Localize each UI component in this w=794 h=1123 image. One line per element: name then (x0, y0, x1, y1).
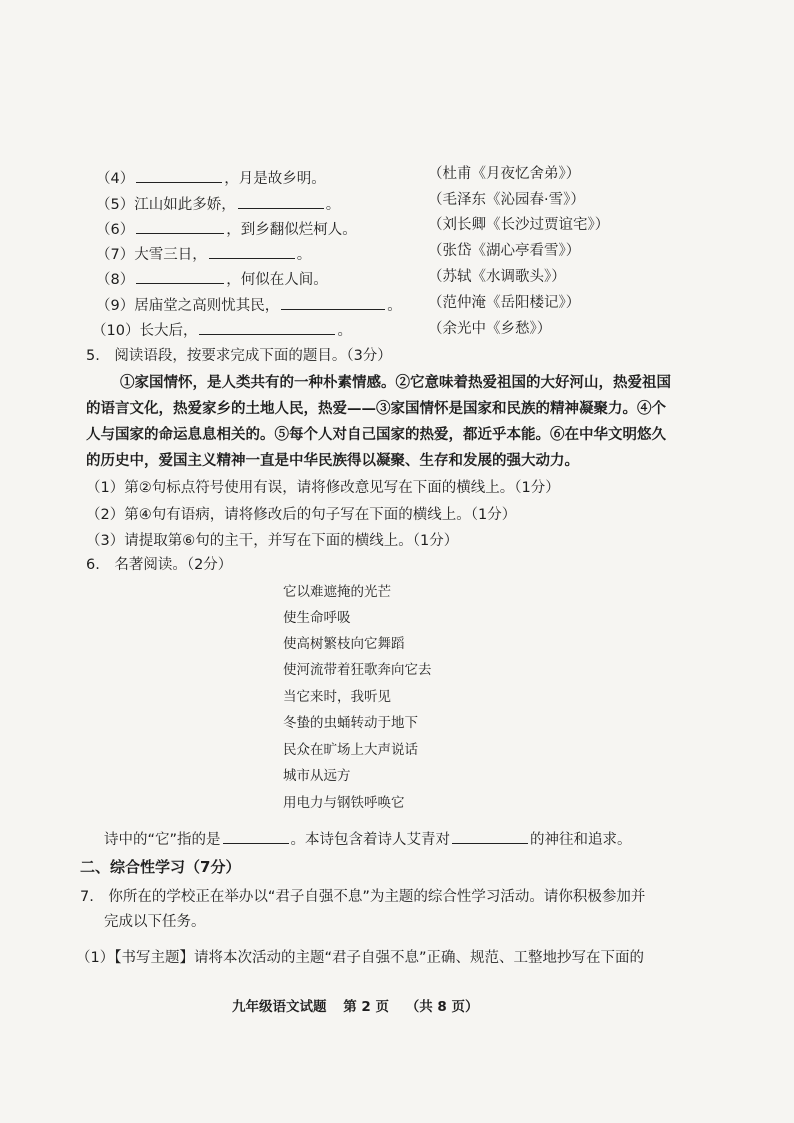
q7-line-2: 完成以下任务。 (104, 914, 206, 930)
q5-sub1: （1）第②句标点符号使用有误，请将修改意见写在下面的横线上。（1分） (86, 480, 560, 496)
source-9: （范仲淹《岳阳楼记》） (428, 295, 581, 311)
fill-line-9: （9）居庙堂之高则忧其民， 。 (96, 295, 402, 316)
poem-line-4: 使河流带着狂歌奔向它去 (283, 662, 432, 678)
source-5: （毛泽东《沁园春·雪》） (428, 192, 585, 208)
footer-page: 第 2 页 (343, 999, 389, 1015)
source-8: （苏轼《水调歌头》） (428, 269, 566, 285)
source-10: （余光中《乡愁》） (428, 321, 552, 337)
poem-line-6: 冬蛰的虫蛹转动于地下 (283, 715, 418, 731)
answer-blank[interactable] (281, 295, 385, 310)
source-4: （杜甫《月夜忆舍弟》） (428, 166, 581, 182)
fill-line-6: （6） ，到乡翻似烂柯人。 (96, 219, 357, 240)
fill-line-10: （10）长大后， 。 (92, 320, 352, 341)
footer-total: （共 8 页） (405, 999, 479, 1015)
q5-para-line-3: 人与国家的命运息息相关的。⑤每个人对自己国家的热爱，都近乎本能。⑥在中华文明悠久 (86, 426, 666, 443)
q5-sub3: （3）请提取第⑥句的主干，并写在下面的横线上。（1分） (86, 533, 459, 549)
poem-line-1: 它以难遮掩的光芒 (283, 584, 391, 600)
answer-blank[interactable] (136, 219, 224, 234)
answer-blank[interactable] (452, 829, 528, 844)
section-heading: 二、综合性学习（7分） (80, 858, 241, 876)
answer-blank[interactable] (199, 320, 335, 335)
fill-line-5: （5）江山如此多娇， 。 (96, 194, 340, 215)
fill-line-7: （7）大雪三日， 。 (96, 244, 311, 265)
q7-line-1: 7. 你所在的学校正在举办以“君子自强不息”为主题的综合性学习活动。请你积极参加并 (80, 889, 646, 905)
q6-title: 6. 名著阅读。（2分） (86, 557, 233, 573)
poem-line-9: 用电力与钢铁呼唤它 (283, 795, 405, 811)
q5-sub2: （2）第④句有语病，请将修改后的句子写在下面的横线上。（1分） (86, 507, 517, 523)
q5-para-line-2: 的语言文化，热爱家乡的土地人民，热爱——③家国情怀是国家和民族的精神凝聚力。④个 (86, 400, 666, 417)
answer-blank[interactable] (223, 829, 289, 844)
answer-blank[interactable] (209, 244, 295, 259)
q7-sub1: （1）【书写主题】请将本次活动的主题“君子自强不息”正确、规范、工整地抄写在下面的 (76, 950, 644, 966)
footer-title: 九年级语文试题 (232, 999, 327, 1015)
poem-line-2: 使生命呼吸 (283, 610, 351, 626)
poem-line-3: 使高树繁枝向它舞蹈 (283, 636, 405, 652)
poem-line-5: 当它来时，我听见 (283, 689, 391, 705)
page-footer (232, 995, 491, 1015)
answer-blank[interactable] (136, 168, 222, 183)
poem-line-7: 民众在旷场上大声说话 (283, 742, 418, 758)
q5-para-line-4: 的历史中，爱国主义精神一直是中华民族得以凝聚、生存和发展的强大动力。 (86, 452, 579, 469)
q5-title: 5. 阅读语段，按要求完成下面的题目。（3分） (86, 348, 392, 364)
q5-para-line-1: ①家国情怀，是人类共有的一种朴素情感。②它意味着热爱祖国的大好河山，热爱祖国 (120, 374, 671, 391)
source-7: （张岱《湖心亭看雪》） (428, 243, 581, 259)
source-6: （刘长卿《长沙过贾谊宅》） (428, 217, 610, 233)
poem-line-8: 城市从远方 (283, 768, 351, 784)
fill-line-4: （4） ，月是故乡明。 (96, 168, 326, 189)
answer-blank[interactable] (136, 269, 224, 284)
q6-question: 诗中的“它”指的是 。本诗包含着诗人艾青对 的神往和追求。 (104, 829, 632, 850)
answer-blank[interactable] (238, 194, 324, 209)
fill-line-8: （8） ，何似在人间。 (96, 269, 328, 290)
